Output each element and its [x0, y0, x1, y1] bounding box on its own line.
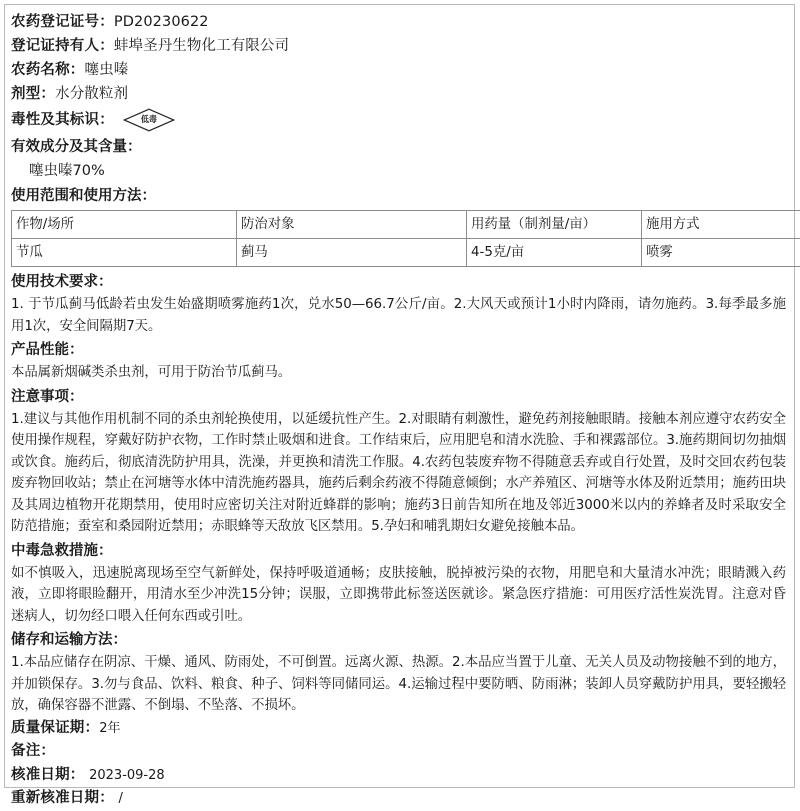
- precautions-text: 1.建议与其他作用机制不同的杀虫剂轮换使用，以延缓抗性产生。2.对眼睛有刺激性，避免药剂接触眼睛。接触本剂应遵守农药安全使用操作规程，穿戴好防护衣物，工作时禁止吸烟和进食。工作结束后，应用肥皂和清水洗脸、手和裸露部位。3.施药期间切勿抽烟或饮食。施药后，彻底清洗防护用具，洗澡，并更换和清洗工作服。4.农药包装废弃物不得随意丢弃或自行处置，及时交回农药包装废弃物回收站；禁止在河塘等水体中清洗施药器具，施药后剩余药液不得随意倾倒；水产养殖区、河塘等水体及附近禁用；施药田块及其周边植物开花期禁用，使用时应密切关注对附近蜂群的影响；施药3日前告知所在地及邻近3000米以内的养蜂者及时采取安全防范措施；蚕室和桑园附近禁用；赤眼蜂等天敌放飞区禁用。5.孕妇和哺乳期妇女避免接触本品。: [11, 409, 788, 538]
- field-value: PD20230622: [114, 14, 209, 30]
- field-toxicity: [11, 106, 788, 134]
- section-heading-usage-scope: 使用范围和使用方法：: [11, 184, 788, 208]
- table-header-cell: 防治对象: [237, 211, 467, 239]
- field-value: 噻虫嗪: [85, 62, 129, 78]
- field-remarks: [11, 740, 788, 764]
- technical-requirements-text: 1. 于节瓜蓟马低龄若虫发生始盛期喷雾施药1次，兑水50—66.7公斤/亩。2.大风天或预计1小时内降雨，请勿施药。3.每季最多施用1次，安全间隔期7天。: [11, 294, 788, 337]
- table-cell: 4-5克/亩: [467, 239, 642, 267]
- section-heading-first-aid: 中毒急救措施：: [11, 539, 788, 563]
- table-header-row: [12, 211, 800, 239]
- field-label: 核准日期：: [11, 767, 85, 783]
- field-formulation: [11, 82, 788, 106]
- low-toxicity-diamond-icon: [123, 108, 175, 132]
- field-label: 农药名称：: [11, 62, 85, 78]
- table-cell: 喷雾: [642, 239, 800, 267]
- first-aid-text: 如不慎吸入，迅速脱离现场至空气新鲜处，保持呼吸道通畅；皮肤接触，脱掉被污染的衣物，用肥皂和大量清水冲洗；眼睛溅入药液，立即将眼睑翻开，用清水至少冲洗15分钟；误服，立即携带此标签送医就诊。紧急医疗措施：可用医疗活性炭洗胃。注意对昏迷病人，切勿经口喂入任何东西或引吐。: [11, 563, 788, 628]
- table-header-cell: 作物/场所: [12, 211, 237, 239]
- section-heading-storage-transport: 储存和运输方法：: [11, 628, 788, 652]
- usage-table: [11, 210, 800, 267]
- section-heading-active-ingredient: 有效成分及其含量：: [11, 135, 788, 159]
- storage-transport-text: 1.本品应储存在阴凉、干燥、通风、防雨处，不可倒置。远离火源、热源。2.本品应当置于儿童、无关人员及动物接触不到的地方，并加锁保存。3.勿与食品、饮料、粮食、种子、饲料等同储同运。4.运输过程中要防晒、防雨淋；装卸人员穿戴防护用具，要轻搬轻放，确保容器不泄露、不倒塌、不坠落、不损坏。: [11, 652, 788, 717]
- field-value: 水分散粒剂: [55, 86, 128, 102]
- table-header-cell: 用药量（制剂量/亩）: [467, 211, 642, 239]
- section-heading-product-performance: 产品性能：: [11, 338, 788, 362]
- field-pesticide-name: [11, 58, 788, 82]
- field-shelf-life: [11, 717, 788, 741]
- active-ingredient-value: 噻虫嗪70%: [11, 159, 788, 183]
- field-label: 剂型：: [11, 86, 55, 102]
- field-reapproval-date: [11, 787, 788, 811]
- field-label: 登记证持有人：: [11, 38, 114, 54]
- field-value: 2年: [99, 721, 120, 736]
- field-registrant: [11, 34, 788, 58]
- product-performance-text: 本品属新烟碱类杀虫剂，可用于防治节瓜蓟马。: [11, 362, 788, 384]
- field-registration-number: [11, 10, 788, 34]
- field-label: 备注：: [11, 743, 55, 759]
- field-label: 农药登记证号：: [11, 14, 114, 30]
- field-approval-date: [11, 764, 788, 788]
- section-heading-technical-requirements: 使用技术要求：: [11, 270, 788, 294]
- field-value: 蚌埠圣丹生物化工有限公司: [114, 38, 289, 54]
- field-value: 2023-09-28: [89, 768, 165, 783]
- field-label: 毒性及其标识：: [11, 107, 114, 133]
- table-row: [12, 239, 800, 267]
- table-cell: 蓟马: [237, 239, 467, 267]
- table-header-cell: 施用方式: [642, 211, 800, 239]
- toxicity-mark-label: 低毒: [141, 106, 157, 133]
- section-heading-precautions: 注意事项：: [11, 385, 788, 409]
- table-cell: 节瓜: [12, 239, 237, 267]
- pesticide-label-document: [4, 4, 795, 788]
- field-value: /: [119, 791, 123, 806]
- field-label: 质量保证期：: [11, 720, 99, 736]
- field-label: 重新核准日期：: [11, 790, 114, 806]
